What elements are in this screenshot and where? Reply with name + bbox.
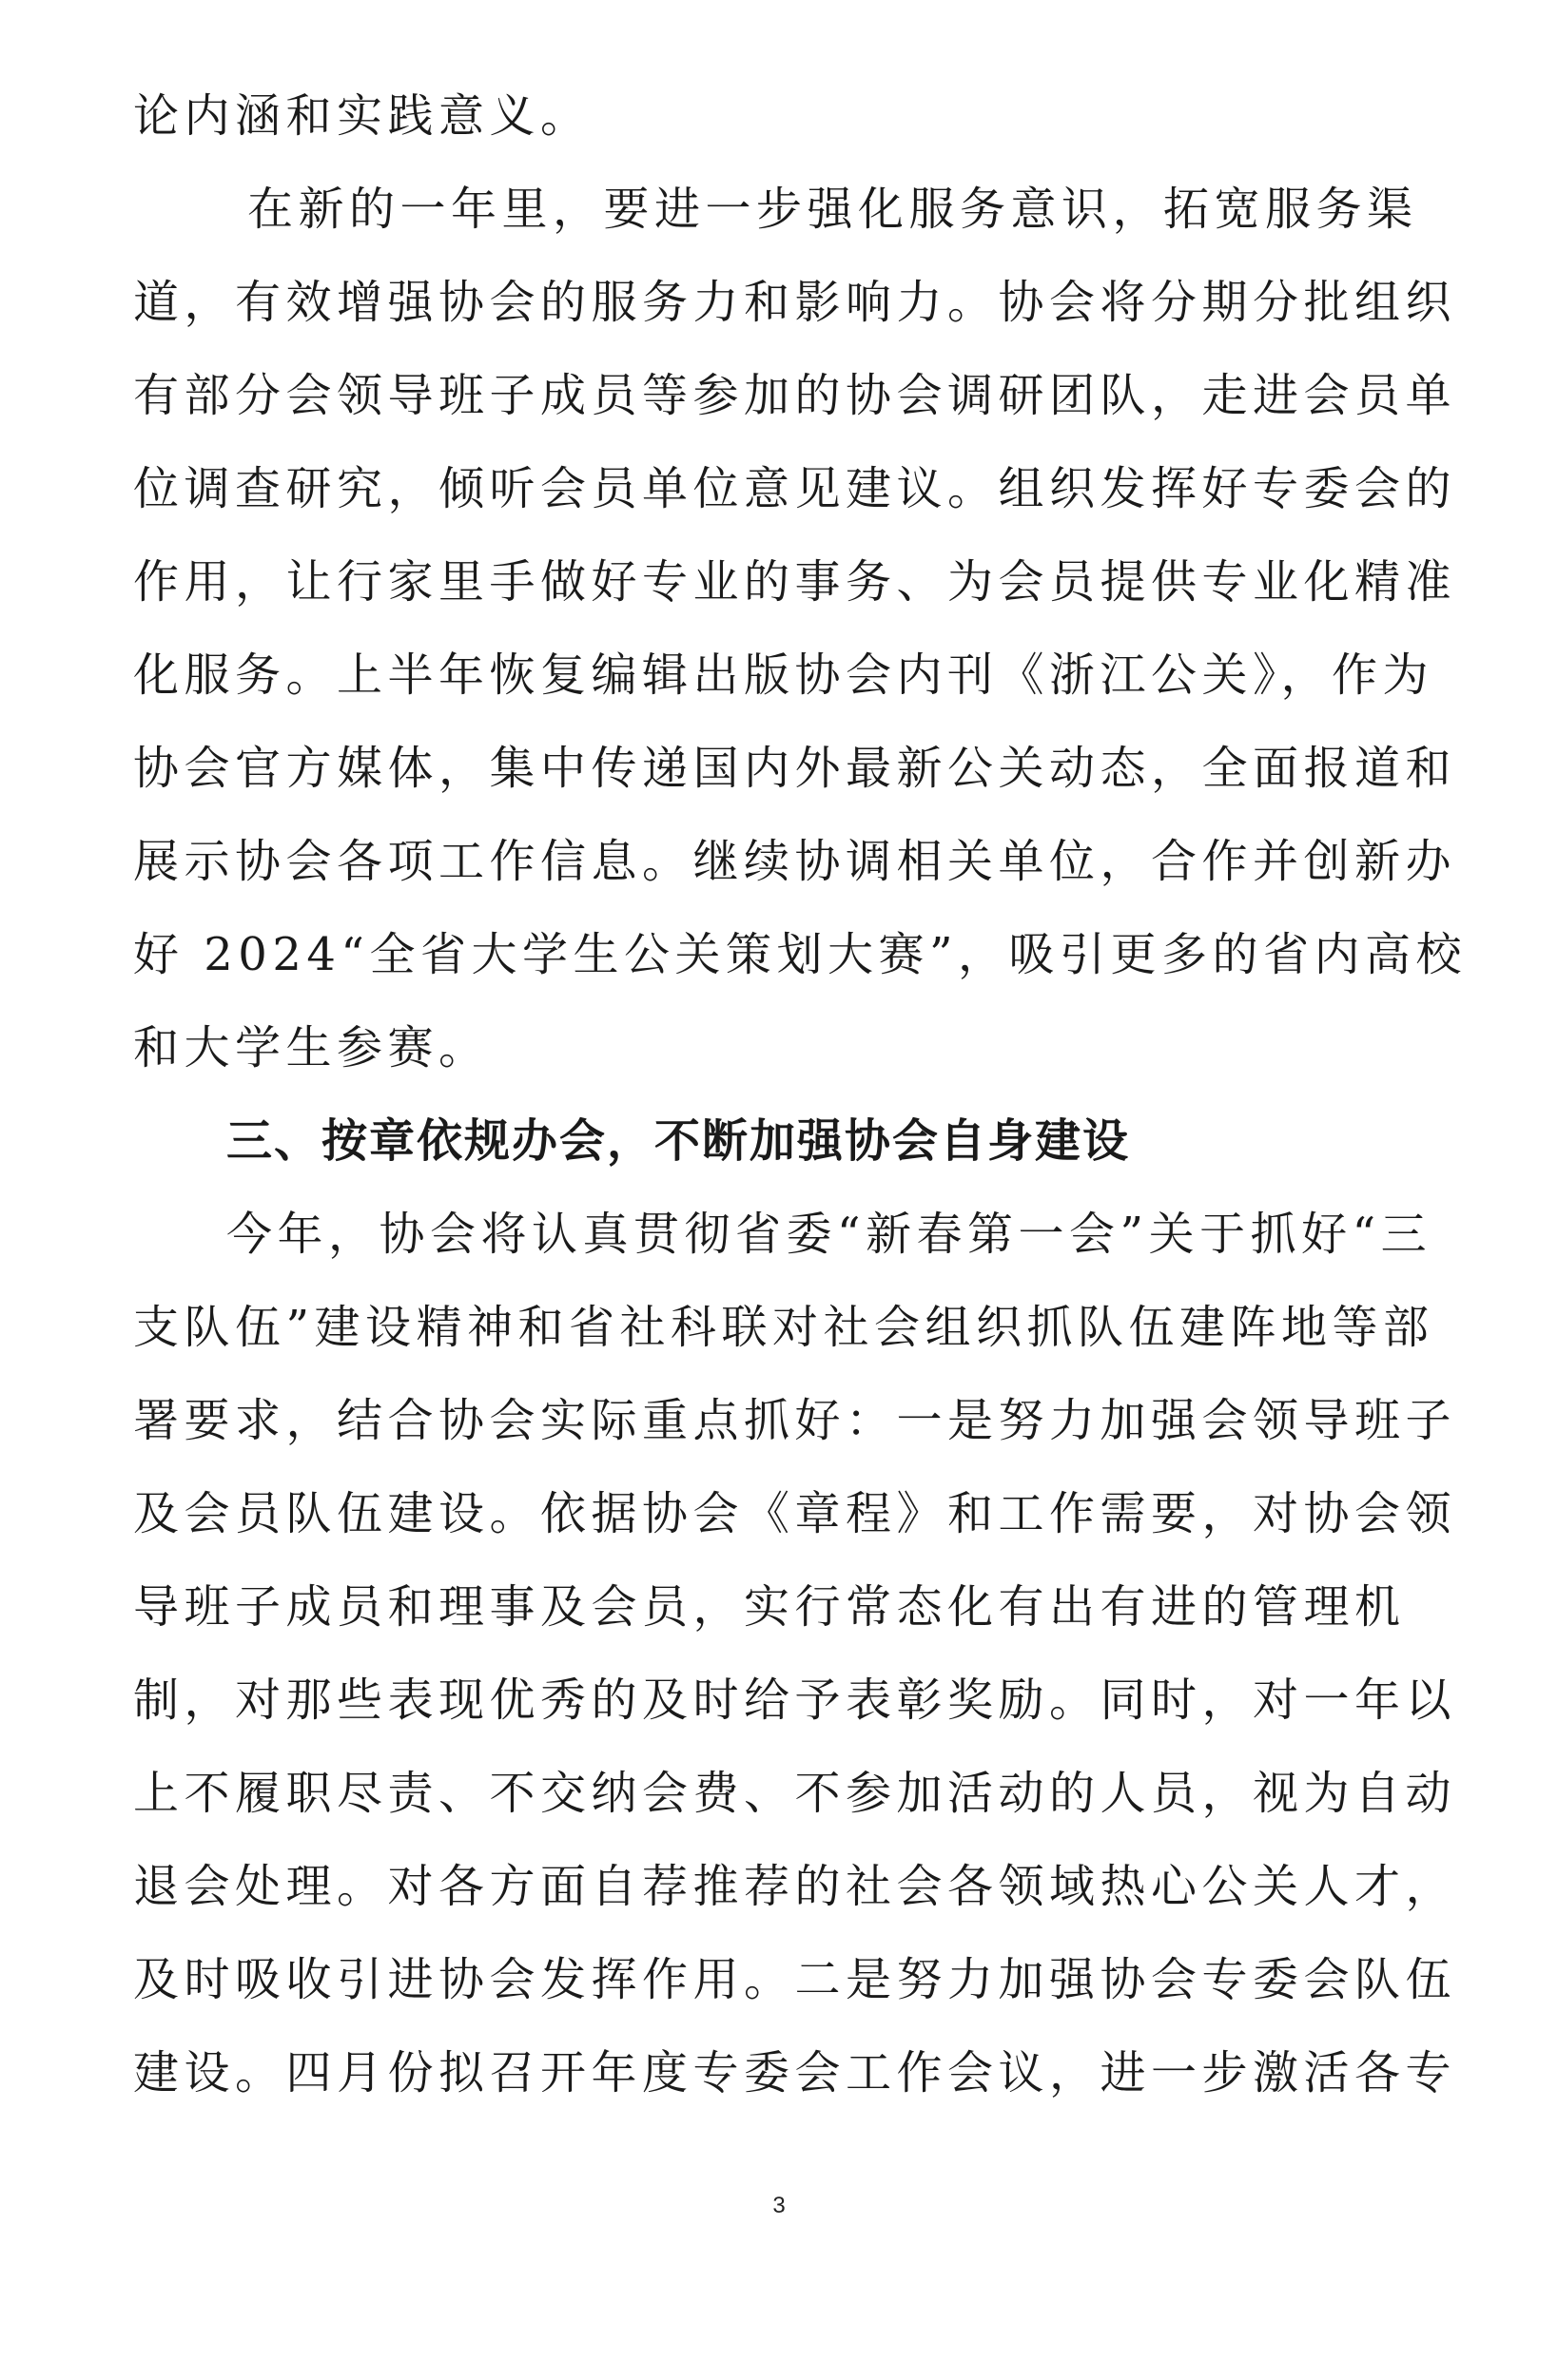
text-line-2: 在新的一年里，要进一步强化服务意识，拓宽服务渠	[247, 183, 1418, 236]
text-line-4: 有部分会领导班子成员等参加的协会调研团队，走进会员单	[133, 369, 1457, 422]
text-line-3: 道，有效增强协会的服务力和影响力。协会将分期分批组织	[133, 276, 1457, 329]
text-line-20: 退会处理。对各方面自荐推荐的社会各领域热心公关人才，	[133, 1860, 1457, 1913]
text-line-6: 作用，让行家里手做好专业的事务、为会员提供专业化精准	[133, 555, 1457, 609]
text-line-7: 化服务。上半年恢复编辑出版协会内刊《浙江公关》，作为	[133, 648, 1434, 702]
text-line-11: 和大学生参赛。	[133, 1021, 490, 1074]
text-line-17: 导班子成员和理事及会员，实行常态化有出有进的管理机	[133, 1580, 1406, 1634]
text-line-9: 展示协会各项工作信息。继续协调相关单位，合作并创新办	[133, 835, 1457, 888]
text-line-16: 及会员队伍建设。依据协会《章程》和工作需要，对协会领	[133, 1487, 1457, 1540]
text-line-22: 建设。四月份拟召开年度专委会工作会议，进一步激活各专	[133, 2046, 1457, 2099]
text-line-14: 支队伍”建设精神和省社科联对社会组织抓队伍建阵地等部	[133, 1301, 1434, 1354]
text-line-8: 协会官方媒体，集中传递国内外最新公关动态，全面报道和	[133, 742, 1457, 795]
text-line-18: 制，对那些表现优秀的及时给予表彰奖励。同时，对一年以	[133, 1674, 1457, 1727]
text-line-5: 位调查研究，倾听会员单位意见建议。组织发挥好专委会的	[133, 462, 1457, 515]
section-heading: 三、按章依规办会，不断加强协会自身建设	[226, 1114, 1131, 1168]
page-number: 3	[772, 2193, 786, 2218]
text-line-13: 今年，协会将认真贯彻省委“新春第一会”关于抓好“三	[226, 1208, 1432, 1261]
text-line-15: 署要求，结合协会实际重点抓好：一是努力加强会领导班子	[133, 1394, 1457, 1447]
text-line-19: 上不履职尽责、不交纳会费、不参加活动的人员，视为自动	[133, 1767, 1457, 1820]
text-line-21: 及时吸收引进协会发挥作用。二是努力加强协会专委会队伍	[133, 1953, 1457, 2006]
text-line-10: 好 2024“全省大学生公关策划大赛”，吸引更多的省内高校	[133, 928, 1467, 981]
text-line-1: 论内涵和实践意义。	[133, 89, 592, 143]
